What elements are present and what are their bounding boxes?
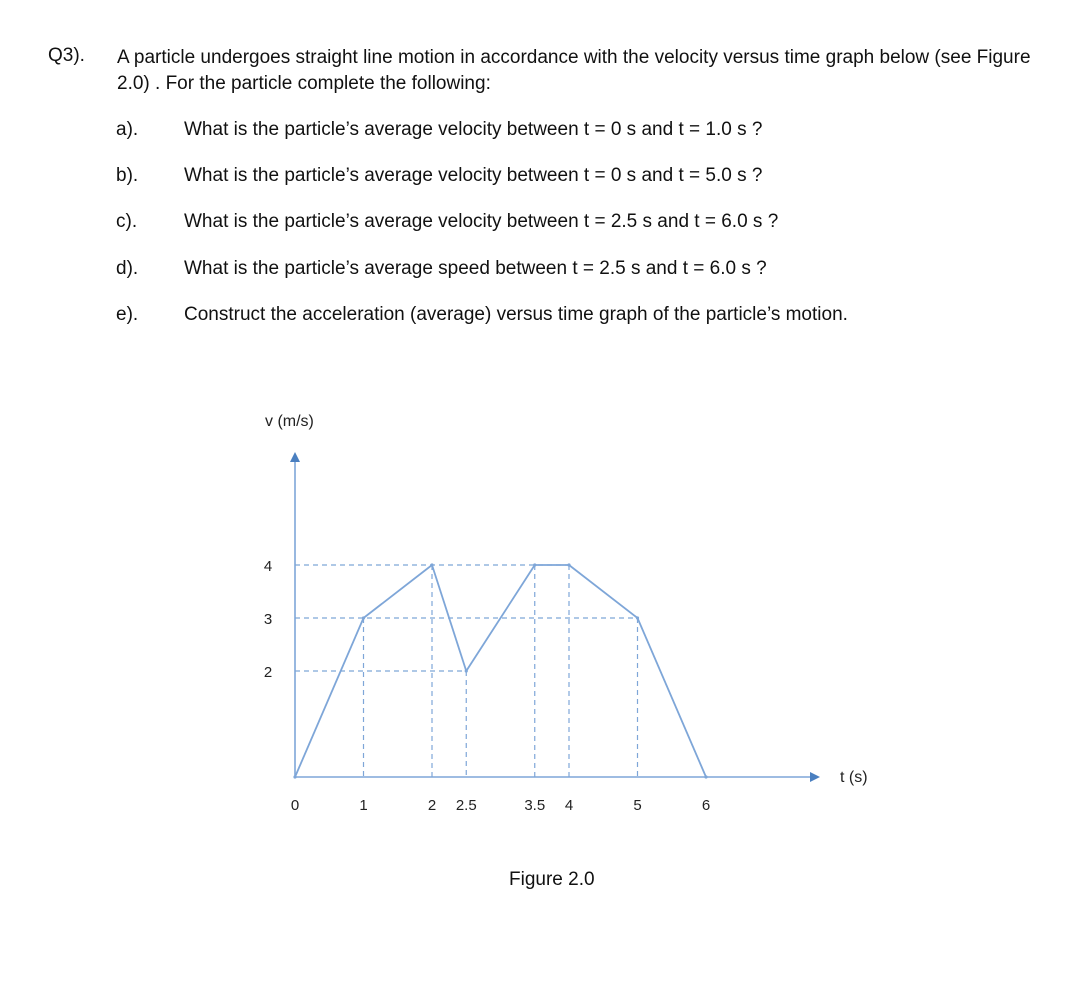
part-label: c). — [116, 211, 138, 232]
x-tick-label: 2 — [427, 797, 437, 814]
series-segment — [569, 565, 638, 618]
x-axis-arrow — [810, 772, 820, 782]
data-point-0 — [293, 775, 296, 778]
x-tick-label: 3.5 — [524, 797, 546, 814]
part-label: a). — [116, 119, 139, 140]
y-tick-label: 3 — [263, 611, 273, 628]
question-number: Q3). — [48, 45, 85, 66]
x-tick-label: 0 — [290, 797, 300, 814]
part-text: What is the particle’s average velocity between t = 2.5 s and t = 6.0 s ? — [184, 211, 779, 232]
part-text: What is the particle’s average velocity between t = 0 s and t = 1.0 s ? — [184, 119, 763, 140]
series-segment — [295, 618, 364, 777]
data-point-5 — [636, 616, 639, 619]
data-point-1 — [362, 616, 365, 619]
data-point-2 — [430, 563, 433, 566]
x-tick-label: 5 — [633, 797, 642, 814]
part-label: d). — [116, 258, 139, 279]
figure-caption: Figure 2.0 — [509, 869, 595, 890]
part-label: b). — [116, 165, 139, 186]
data-point-4 — [567, 563, 570, 566]
data-point-6 — [704, 775, 707, 778]
part-label: e). — [116, 304, 139, 325]
x-tick-label: 2.5 — [455, 797, 477, 814]
question-intro: A particle undergoes straight line motion in accordance with the velocity versus time graph below (see Figure 2.0) . For the particle complete the following: — [117, 47, 1031, 94]
part-text: What is the particle’s average speed between t = 2.5 s and t = 6.0 s ? — [184, 258, 767, 279]
part-text: Construct the acceleration (average) versus time graph of the particle’s motion. — [184, 304, 848, 325]
series-segment — [638, 618, 707, 777]
x-tick-label: 1 — [359, 797, 368, 814]
y-tick-label: 2 — [263, 664, 273, 681]
part-text: What is the particle’s average velocity between t = 0 s and t = 5.0 s ? — [184, 165, 763, 186]
series-segment — [364, 565, 433, 618]
data-point-3.5 — [533, 563, 536, 566]
y-axis-arrow — [290, 452, 300, 462]
data-point-2.5 — [465, 669, 468, 672]
x-tick-label: 6 — [701, 797, 711, 814]
x-tick-label: 4 — [564, 797, 574, 814]
x-axis-label: t (s) — [840, 769, 868, 786]
y-tick-label: 4 — [263, 558, 273, 575]
y-axis-label: v (m/s) — [265, 413, 314, 430]
